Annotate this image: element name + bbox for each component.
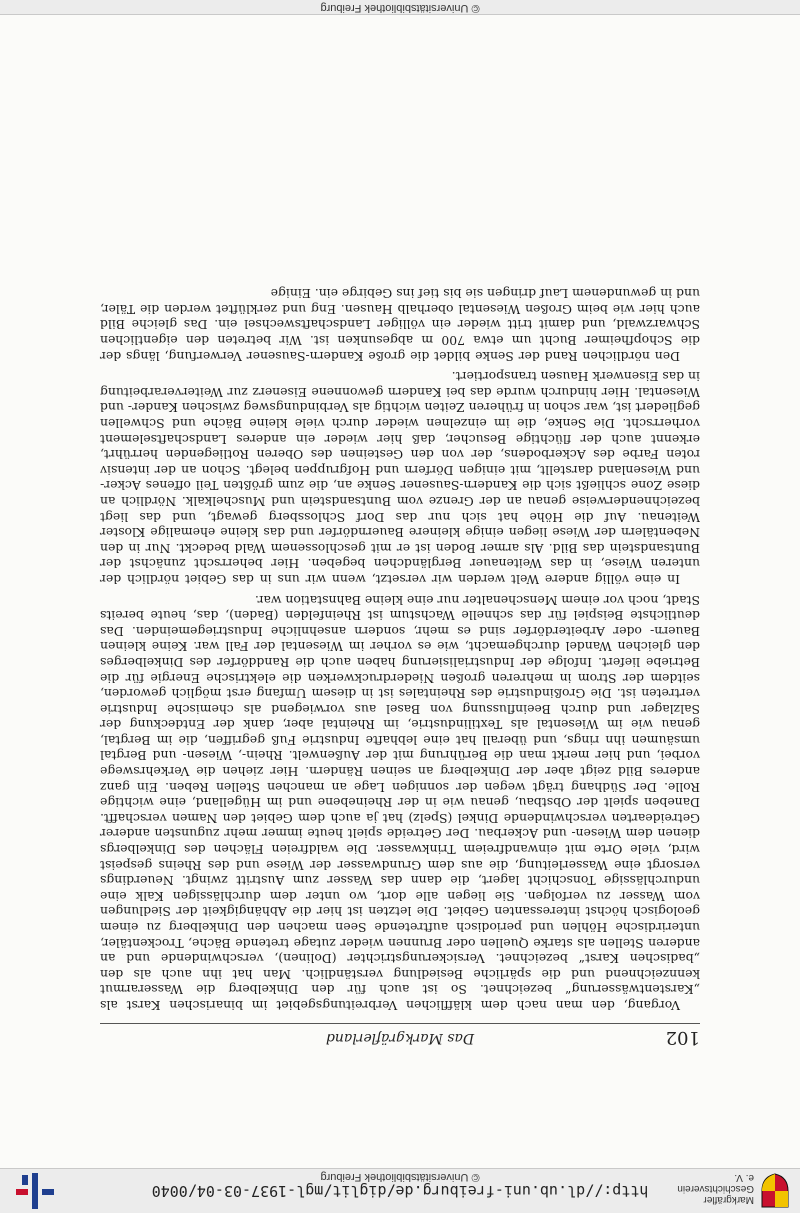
page-header — [100, 1023, 700, 1048]
running-title: Das Markgräflerland — [325, 1030, 475, 1046]
university-library-logo — [8, 1173, 64, 1209]
document-url[interactable]: http://dl.ub.uni-freiburg.de/diglit/mgl-1937-03-04/0040 — [151, 1182, 649, 1200]
body-text — [100, 286, 700, 1013]
viewer-banner — [0, 1168, 800, 1213]
paragraph: In eine völlig andere Welt werden wir versetzt, wenn wir uns in das Gebiet nördlich der unteren Wiese, in das Weitenauer Bergländchen begeben. Hier beherrscht zunächst der Buntsandstein das Bild. Als armer Boden ist er mit geschlossenem Wald bedeckt. Nur in den Nebentälern der Wiese liegen einige kleinere Bauerndörfer und das kleine ehemalige Kloster Weitenau. Auf die Höhe hat sich nur das Dorf Schlossberg gewagt, und das liegt bezeichnenderweise genau an der Grenze vom Buntsandstein und Muschelkalk. Nördlich an diese Zone schließt sich die Kandern-Sausener Senke an, die zum größten Teil offenes Acker- und Wiesenland darstellt, mit einigen Dörfern und Hofgruppen belegt. Schon an der intensiv roten Farbe des Ackerbodens, der von den Gesteinen des Oberen Rotliegenden herrührt, erkennt auch der flüchtige Besucher, daß hier wieder ein anderes Landschaftselement vorherrscht. Die Senke, die im einzelnen wieder durch viele kleine Bäche und Schwellen gegliedert ist, war schon in früheren Zeiten wichtig als Verbindungsweg zwischen Kander- und Wiesental. Hier hindurch wurde das bei Kandern gewonnene Eisenerz zur Weiterverarbeitung in das Eisenwerk Hausen transportiert. — [100, 369, 700, 587]
org-label: Markgräfler Geschichtsverein e. V. — [677, 1172, 754, 1205]
paragraph: Vorgang, den man nach dem kläfflichen Verbreitungsgebiet im binarischen Karst als „Karstentwässerung“ bezeichnet. So ist auch für den Dinkelberg die Wasserarmut kennzeichnend und die spärliche Besiedlung verständlich. Man hat ihn auch als den „badischen Karst“ bezeichnet. Versickerungstrichter (Dolinen), verschwindende und an anderen Stellen als starke Quellen oder Brunnen wieder zutage tretende Bäche, Trockentäler, unterirdische Höhlen und periodisch auftretende Seen machen den Dinkelberg zu einem geologisch höchst interessanten Gebiet. Die letzten ist hier die Abhängigkeit der Siedlungen vom Wasser zu verfolgen. Sie liegen alle dort, wo unter dem durchlässigen Kalk eine undurchlässige Tonschicht lagert, die dann das Wasser zum Austritt zwingt. Neuerdings versorgt eine Wasserleitung, die aus dem Grundwasser der Wiese und des Rheins gespeist wird, viele Orte mit einwandfreiem Trinkwasser. Die waldfreien Flächen des Dinkelbergs dienen dem Wiesen- und Ackerbau. Der Getreide spielt heute immer mehr zugunsten anderer Getreidearten verschwindende Dinkel (Spelz) hat ja auch dem Gebiet den Namen verschafft. Daneben spielt der Obstbau, genau wie in der Rheinebene und im Hügelland, eine wichtige Rolle. Der Südhang trägt wegen der sonnigen Lage an manchen Stellen Reben. Ein ganz anderes Bild zeigt aber der Dinkelberg an seinen Rändern. Hier ziehen die Verkehrswege vorbei, und hier merkt man die Berührung mit der Außenwelt. Rhein-, Wiesen- und Bergtal umsäumen ihn rings, und überall hat eine lebhafte Industrie Fuß gegriffen, die im Bergtal, genau wie im Wiesental als Textilindustrie, im Rheintal aber, dank der Entdeckung der Salzlager und durch Beeinflussung von Basel aus vorwiegend als chemische Industrie vertreten ist. Die Großindustrie des Rheintales ist in diesem Umfang erst möglich geworden, seitdem der Strom in mehreren großen Niederdruckwerken die elektrische Energie für die Betriebe liefert. Infolge der Industrialisierung haben auch die Randdörfer des Dinkelberges den gleichen Wandel durchgemacht, wie es vorher im Wiesental der Fall war. Keine kleinen Bauern- oder Arbeiterdörfer sind es mehr, sondern ansehnliche Industriegemeinden. Das deutlichste Beispiel für das schnelle Wachstum ist Rheinfelden (Baden), das, heute bereits Stadt, noch vor einem Menschenalter nur eine kleine Bahnstation war. — [100, 592, 700, 1013]
paragraph: Den nördlichen Rand der Senke bildet die große Kandern-Sausener Verwerfung, längs der die Schopfheimer Bucht um etwa 700 m abgesunken ist. Wir betreten den eigentlichen Schwarzwald, und damit tritt wieder ein völliger Landschaftswechsel ein. Das gleiche Bild auch hier wie beim Großen Wiesental oberhalb Hausen. Eng und zerklüftet werden die Täler, und in gewundenem Lauf dringen sie bis tief ins Gebirge ein. Einige — [100, 286, 700, 364]
document-body — [100, 281, 700, 1048]
viewer-footer — [0, 0, 800, 15]
page-number: 102 — [665, 1027, 700, 1048]
copyright-notice: © Universitätsbibliothek Freiburg — [320, 1171, 480, 1183]
footer-copyright: © Universitätsbibliothek Freiburg — [320, 2, 480, 14]
